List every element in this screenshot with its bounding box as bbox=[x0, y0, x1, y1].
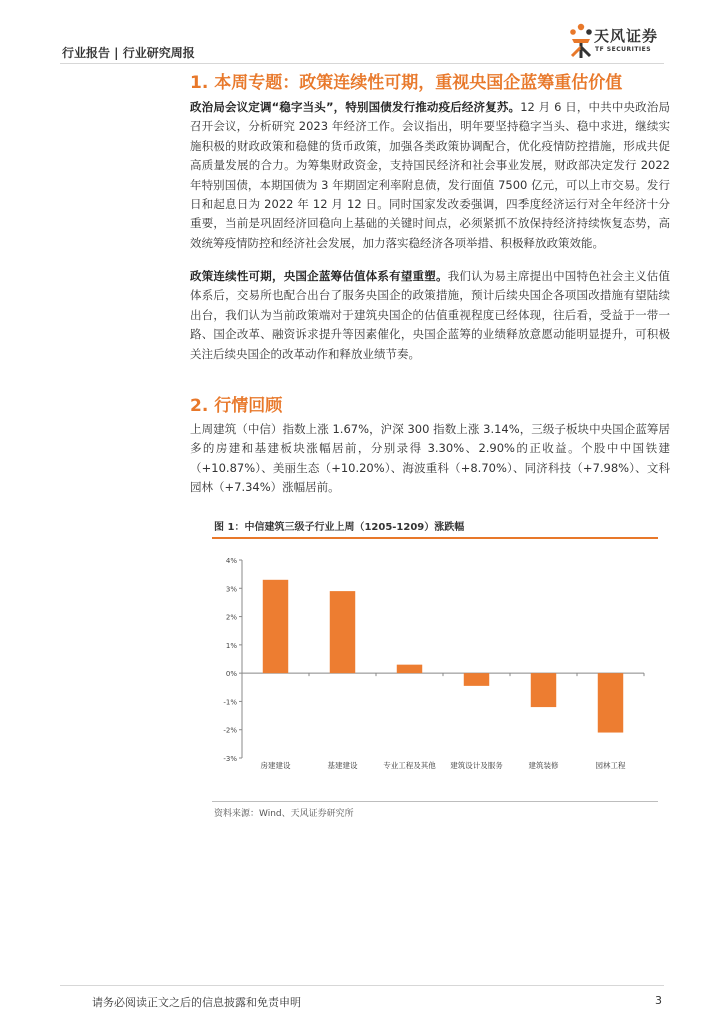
x-category-label: 园林工程 bbox=[595, 761, 626, 770]
footer-divider bbox=[60, 985, 664, 986]
section-1-paragraph-1-lead: 政治局会议定调“稳字当头”，特别国债发行推动疫后经济复苏。 bbox=[190, 100, 521, 114]
figure-source: 资料来源：Wind、天风证券研究所 bbox=[214, 809, 354, 819]
section-1-paragraph-1 bbox=[190, 98, 670, 253]
logo-subtitle: TF SECURITIES bbox=[595, 46, 652, 53]
section-2-title: 2. 行情回顾 bbox=[190, 396, 283, 416]
y-tick-label: 3% bbox=[225, 585, 237, 594]
y-tick-label: -3% bbox=[223, 755, 237, 763]
bar-3 bbox=[397, 665, 422, 673]
logo-mark-icon bbox=[568, 22, 594, 60]
report-category: 行业报告 | 行业研究周报 bbox=[62, 46, 195, 60]
section-1-paragraph-2-lead: 政策连续性可期，央国企蓝筹估值体系有望重塑。 bbox=[190, 269, 448, 283]
figure-top-rule bbox=[212, 537, 658, 539]
bar-2 bbox=[330, 591, 355, 673]
bar-4 bbox=[464, 673, 489, 686]
footer-disclaimer: 请务必阅读正文之后的信息披露和免责申明 bbox=[92, 996, 301, 1009]
bar-1 bbox=[263, 580, 288, 673]
x-category-label: 建筑设计及服务 bbox=[450, 761, 503, 770]
y-tick-label: 0% bbox=[225, 670, 237, 679]
section-1-paragraph-1-body: 12 月 6 日，中共中央政治局召开会议，分析研究 2023 年经济工作。会议指出，明年要坚持稳字当头、稳中求进，继续实施积极的财政政策和稳健的货币政策，加强各类政策协调配合，优化疫情防控措施，形成共促高质量发展的合力。为筹集财政资金，支持国民经济和社会事业发展，财政部决定发行 2022 年特别国债，本期国债为 3 年期固定利率附息债，发行面值 7500 亿元，可以上市交易。发行日和起息日为 2022 年 12 月 12 日。同时国家发改委强调，四季度经济运行对全年经济十分重要，当前是巩固经济回稳向上基础的关键时间点，必须紧抓不放保持经济持续恢复态势，高效统筹疫情防控和经济社会发展，加力落实稳经济各项举措、积极释放政策效能。 bbox=[190, 100, 670, 250]
y-tick-label: 2% bbox=[225, 613, 237, 622]
x-category-label: 建筑装修 bbox=[528, 761, 559, 770]
bar-6 bbox=[598, 673, 623, 732]
section-1-title: 1. 本周专题：政策连续性可期，重视央国企蓝筹重估价值 bbox=[190, 73, 623, 93]
x-category-label: 专业工程及其他 bbox=[383, 761, 436, 770]
y-tick-label: -2% bbox=[223, 726, 237, 735]
bar-5 bbox=[531, 673, 556, 707]
y-tick-label: -1% bbox=[223, 698, 237, 707]
x-category-label: 基建建设 bbox=[327, 761, 358, 770]
page-number: 3 bbox=[655, 994, 662, 1007]
x-category-label: 房建建设 bbox=[260, 761, 291, 770]
logo-name: 天风证券 bbox=[594, 27, 659, 45]
section-1-paragraph-2-body: 我们认为易主席提出中国特色社会主义估值体系后，交易所也配合出台了服务央国企的政策措施，预计后续央国企各项国改措施有望陆续出台，我们认为当前政策端对于建筑央国企的估值重视程度已经体现，往后看，受益于一带一路、国企改革、融资诉求提升等因素催化，央国企蓝筹的业绩释放意愿动能明显提升，可积极关注后续央国企的改革动作和释放业绩节奏。 bbox=[190, 269, 671, 361]
figure-bottom-rule bbox=[212, 801, 658, 802]
figure-title: 图 1：中信建筑三级子行业上周（1205-1209）涨跌幅 bbox=[214, 522, 465, 533]
bar-chart bbox=[212, 540, 658, 798]
tf-securities-logo bbox=[568, 22, 678, 62]
header-divider bbox=[60, 63, 664, 64]
section-1-paragraph-2 bbox=[190, 267, 670, 364]
y-tick-label: 1% bbox=[225, 641, 237, 650]
y-tick-label: 4% bbox=[225, 557, 237, 565]
section-2-paragraph: 上周建筑（中信）指数上涨 1.67%，沪深 300 指数上涨 3.14%，三级子板块中央国企蓝筹居多的房建和基建板块涨幅居前，分别录得 3.30%、2.90%的正收益。个股中中国铁建（+10.87%）、美丽生态（+10.20%）、海波重科（+8.70%）、同济科技（+7.98%）、文科园林（+7.34%）涨幅居前。 bbox=[190, 422, 670, 495]
